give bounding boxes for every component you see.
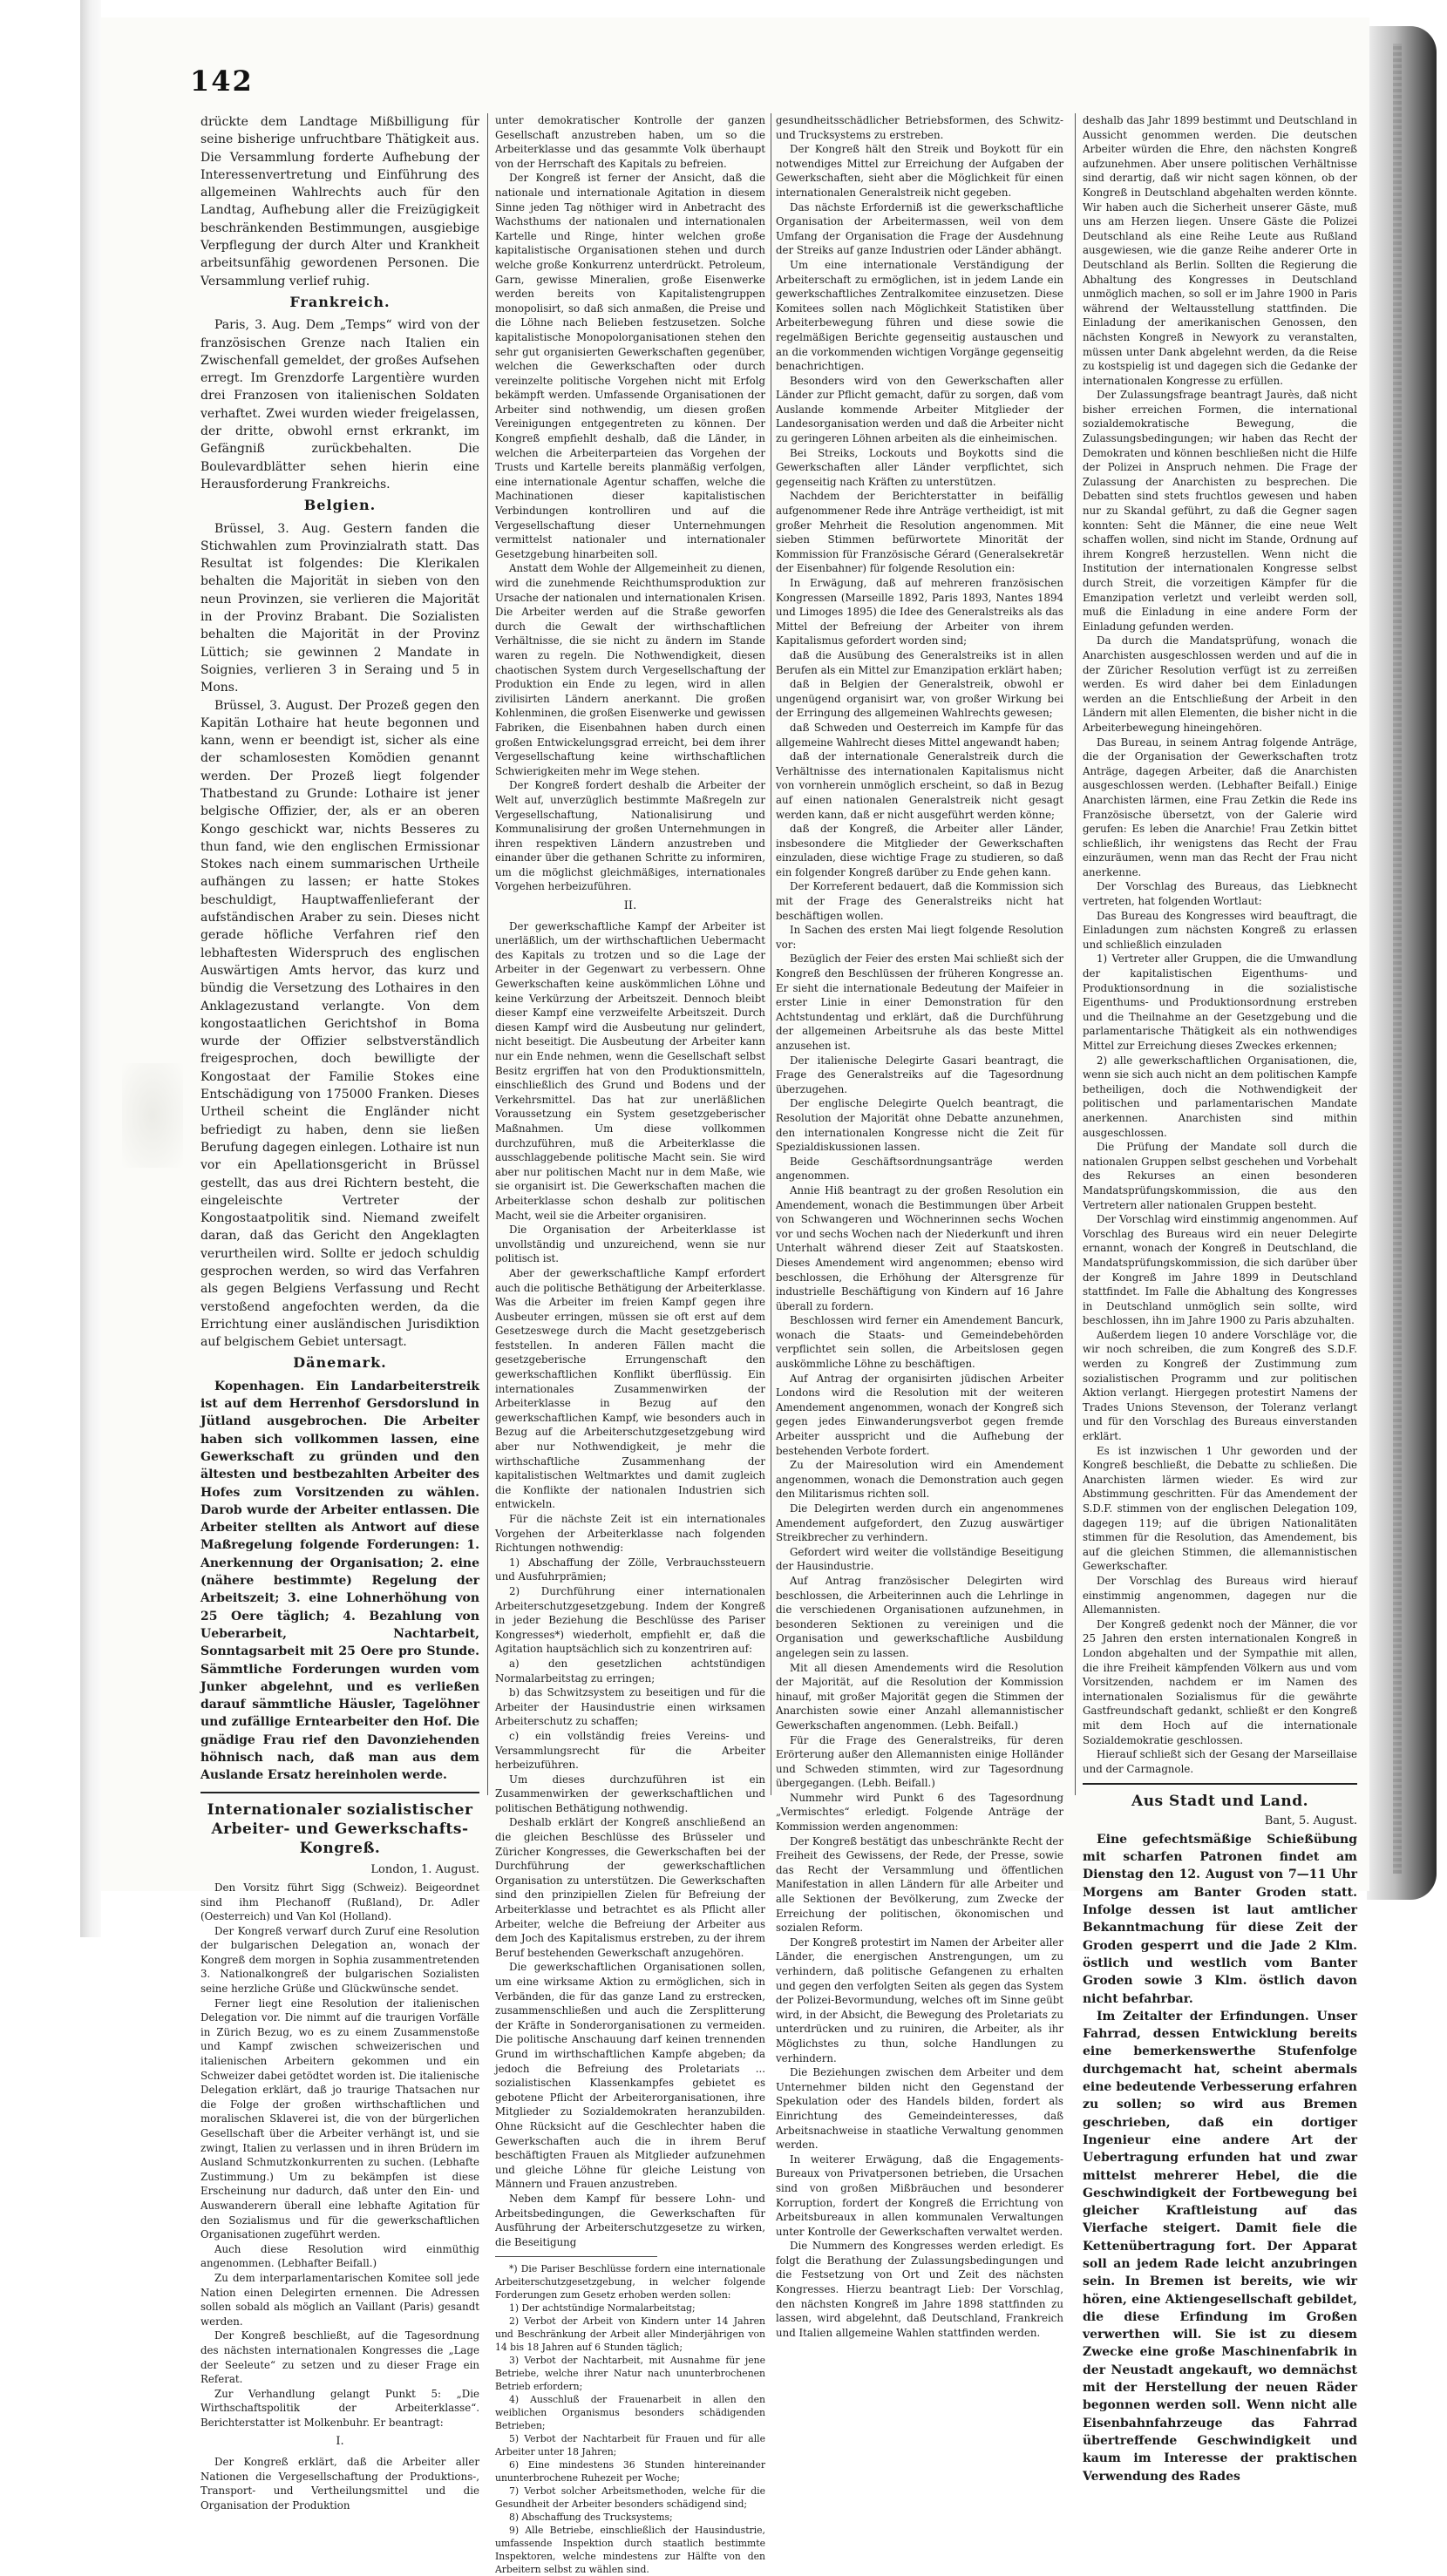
footnote-item: 2) Verbot der Arbeit von Kindern unter 14 Jahren und Beschränkung der Arbeit aller Minderjährigen von 14 bis 18 Jahren auf 6 Stunden täglich; bbox=[495, 2315, 765, 2354]
paragraph: Um dieses durchzuführen ist ein Zusammenwirken der gewerkschaftlichen und politischen Bethätigung nothwendig. bbox=[495, 1773, 765, 1814]
page-gutter-shadow bbox=[80, 0, 101, 1937]
column-2 bbox=[495, 113, 765, 2576]
list-item: 1) Abschaffung der Zölle, Verbrauchssteuern und Ausfuhrprämien; bbox=[495, 1556, 765, 1583]
paragraph: Die gewerkschaftlichen Organisationen sollen, um eine wirksame Aktion zu ermöglichen, sich in Verbänden, die für das ganze Land zu erstrecken, zusammenschließen und auch die Zersplitterung der Kräfte in Sonderorganisationen zu vermeiden. Die politische Anschauung darf keinen trennenden Grund im wirthschaftlichen Kampfe abgeben; da jedoch die Befreiung des Proletariats ... sozialistischen Klassenkampfes gebietet es gebotene Pflicht der Arbeiterorganisationen, ihre Mitglieder zu Sozialdemokraten heranzubilden. Ohne Rücksicht auf die Geschlechter haben die Gewerkschaften auch die in ihrem Beruf beschäftigten Frauen als Mitglieder aufzunehmen und gleiche Löhne für gleiche Leistung von Männern und Frauen anzustreben. bbox=[495, 1961, 765, 2191]
paragraph: Die Nummern des Kongresses werden erledigt. Es folgt die Berathung der Zulassungsbedingungen und die Festsetzung von Ort und Zeit des nächsten Kongresses. Hierzu beantragt Lieb: Der Vorschlag, den nächsten Kongreß im Jahre 1898 stattfinden zu lassen, wird abgelehnt, daß Deutschland, Frankreich und Italien allgemeine Wahlen stattfinden werden. bbox=[776, 2240, 1063, 2339]
paragraph: Der Vorschlag des Bureaus, das Liebknecht vertreten, hat folgenden Wortlaut: bbox=[1083, 880, 1357, 908]
article-headline-kongress: Internationaler sozialistischer Arbeiter- und Gewerkschafts-Kongreß. bbox=[207, 1800, 473, 1857]
paragraph: daß der internationale Generalstreik durch die Verhältnisse des internationalen Kapitalismus nicht von vornherein unmöglich erscheint, so daß in Bezug auf einen nationalen Generalstreik nicht gesagt werden kann, daß er nicht ausgeführt werden könne; bbox=[776, 750, 1063, 821]
paragraph: Im Zeitalter der Erfindungen. Unser Fahrrad, dessen Entwicklung bereits eine bemerkenswerthe Stufenfolge durchgemacht hat, scheint abermals eine bedeutende Verbesserung erfahren zu sollen; so wird aus Bremen geschrieben, daß ein dortiger Ingenieur eine andere Art der Uebertragung erfunden hat und zwar mittelst mehrerer Hebel, die die Geschwindigkeit der Fortbewegung bei gleicher Kraftleistung auf das Vierfache steigert. Damit fiele die Kettenübertragung fort. Der Apparat soll an jedem Rade leicht anzubringen sein. In Bremen ist bereits, wie wir hören, eine Aktiengesellschaft gebildet, die diese Erfindung im Großen verwerthen will. Sie ist zu diesem Zwecke eine große Maschinenfabrik in der Neustadt angekauft, wo demnächst mit der Herstellung der neuen Räder begonnen werden soll. Wenn nicht alle Eisenbahnfahrzeuge das Fahrrad übertreffende Geschwindigkeit und kaum im Interesse der praktischen Verwendung des Rades bbox=[1083, 2009, 1357, 2484]
paragraph: Zu dem interparlamentarischen Komitee soll jede Nation einen Delegirten ernennen. Die Adressen sollen sobald als möglich an Vaillant (Paris) gesandt werden. bbox=[200, 2271, 479, 2328]
column-3 bbox=[776, 113, 1063, 2339]
book-edge bbox=[1367, 26, 1437, 1900]
paragraph: Bezüglich der Feier des ersten Mai schließt sich der Kongreß den Beschlüssen der früheren Kongresse an. Er sieht die internationale Bedeutung der Maifeier in erster Linie in einer Demonstration für den Achtstundentag und erklärt, daß die Durchführung der allgemeinen Arbeitsruhe als das beste Mittel anzusehen ist. bbox=[776, 952, 1063, 1052]
footnote-item: 4) Ausschluß der Frauenarbeit in allen den weiblichen Organismus besonders schädigenden Betrieben; bbox=[495, 2394, 765, 2432]
paragraph: Auf Antrag französischer Delegirten wird beschlossen, die Arbeiterinnen auch die Lehrlinge in die verschiedenen Organisationen aufzunehmen, in besonderen Sektionen zu vereinigen und die Organisation und gewerkschaftliche Ausbildung angelegen sein zu lassen. bbox=[776, 1574, 1063, 1659]
paragraph: Beschlossen wird ferner ein Amendement Bancurk, wonach die Staats- und Gemeindebehörden verpflichtet sein sollen, die Arbeitslosen gegen auskömmliche Löhne zu beschäftigen. bbox=[776, 1314, 1063, 1371]
paragraph: Um eine internationale Verständigung der Arbeiterschaft zu ermöglichen, ist in jedem Lande ein gewerkschaftliches Zentralkomitee einzusetzen. Diese Komitees sollen nach Möglichkeit Statistiken über Arbeiterbewegung führen und diese sowie die regelmäßigen Berichte gegenseitig austauschen und an die vorkommenden wichtigen Vorgänge gegenseitig benachrichtigen. bbox=[776, 258, 1063, 373]
list-item: 2) alle gewerkschaftlichen Organisationen, die, wenn sie sich auch nicht an dem politischen Kampfe betheiligen, doch die Nothwendigkeit der politischen und parlamentarischen Mandate anerkennen. Anarchisten sind mithin ausgeschlossen. bbox=[1083, 1054, 1357, 1139]
list-item: b) das Schwitzsystem zu beseitigen und für die Arbeiter der Hausindustrie einen wirksamen Arbeiterschutz zu schaffen; bbox=[495, 1686, 765, 1728]
paragraph: Aber der gewerkschaftliche Kampf erfordert auch die politische Bethätigung der Arbeiterklasse. Was die Arbeiter im freien Kampf gegen ihre Ausbeuter erringen, müssen sie oft erst auf dem Gesetzeswege durch die Macht gesetzgeberisch feststellen. In anderen Fällen macht die gesetzgeberische Errungenschaft den gewerkschaftlichen Konflikt überflüssig. Ein internationales Zusammenwirken der Arbeiterklasse in Bezug auf den gewerkschaftlichen Kampf, wie besonders auch in Bezug auf die Arbeiterschutzgesetzgebung wird aber nur Nothwendigkeit, je mehr die wirthschaftliche Zusammenhang der kapitalistischen Weltmarktes und damit zugleich die Konflikte der nationalen Industrien sich entwickeln. bbox=[495, 1266, 765, 1511]
section-heading-daenemark: Dänemark. bbox=[293, 1354, 387, 1372]
footnote-text: *) Die Pariser Beschlüsse fordern eine internationale Arbeiterschutzgesetzgebung, in welcher folgende Forderungen zum Gesetz erhoben werden sollen: bbox=[495, 2263, 765, 2301]
section-heading-frankreich: Frankreich. bbox=[289, 293, 391, 310]
paragraph: drückte dem Landtage Mißbilligung für seine bisherige unfruchtbare Thätigkeit aus. Die Versammlung forderte Aufhebung der Interessenvertretung und Einführung des allgemeinen Wahlrechts auch für den Landtag, Aufhebung aller die Freizügigkeit beschränkenden Bestimmungen, ausgiebige Verpflegung der durch Alter und Krankheit arbeitsunfähig gewordenen Personen. Die Versammlung verlief ruhig. bbox=[200, 115, 479, 288]
paragraph: Es ist inzwischen 1 Uhr geworden und der Kongreß beschließt, die Debatte zu schließen. Die Anarchisten lärmen wieder. Es wird zur Abstimmung geschritten. Für das Amendement der S.D.F. stimmen von der englischen Delegation 109, dagegen 119; auf die übrigen Nationalitäten stimmen für die Resolution, das Amendement, bis auf die gleichen Stimmen, die allemannistischen Gewerkschafter. bbox=[1083, 1444, 1357, 1573]
paragraph: Der Korreferent bedauert, daß die Kommission sich mit der Frage des Generalstreiks nicht hat beschäftigen wollen. bbox=[776, 880, 1063, 922]
paragraph: Brüssel, 3. August. Der Prozeß gegen den Kapitän Lothaire hat heute begonnen und kann, wenn er beendigt ist, sicher als eine der schamlosesten Komödien genannt werden. Der Prozeß liegt folgender Thatbestand zu Grunde: Lothaire ist jener belgische Offizier, der, als er an oberen Kongo geschickt war, nichts Besseres zu thun fand, wie den englischen Ermissionar Stokes nach einem summarischen Urtheile aufhängen zu lassen; er hatte Stokes beschuldigt, Hauptwaffenlieferant der aufständischen Araber zu sein. Dieses nicht gerade höfliche Verfahren rief den lebhaftesten Widerspruch des englischen Auswärtigen Amts hervor, das kurz und bündig die Versetzung des Lothaires in den Anklagezustand verlangte. Von dem kongostaatlichen Gerichtshof in Boma wurde der Offizier selbstverständlich freigesprochen, doch bewilligte der Kongostaat der Familie Stokes eine Entschädigung von 175000 Franken. Dieses Urtheil scheint die Engländer nicht befriedigt zu haben, denn sie ließen Berufung dagegen einlegen. Lothaire ist nun vor ein Apellationsgericht in Brüssel gestellt, das aus drei Richtern besteht, die eingeleischte Vertreter der Kongostaatpolitik sind. Niemand zweifelt daran, daß das Gericht den Angeklagten verurtheilen wird. Sollte er jedoch schuldig gesprochen werden, so wird das Verfahren als gegen Belgiens Verfassung und Recht verstoßend angefochten werden, da die Errichtung einer ausländischen Jurisdiktion auf belgischem Gebiet untersagt. bbox=[200, 698, 479, 1350]
footnote-item: 3) Verbot der Nachtarbeit, mit Ausnahme für jene Betriebe, welche ihrer Natur nach ununterbrochenen Betrieb erfordern; bbox=[495, 2355, 765, 2393]
paragraph: Brüssel, 3. Aug. Gestern fanden die Stichwahlen zum Provinzialrath statt. Das Resultat ist folgendes: Die Klerikalen behalten die Majorität in sieben von den neun Provinzen, sie verlieren die Majorität in der Provinz Brabant. Die Sozialisten behalten die Majorität in der Provinz Lüttich; sie gewinnen 2 Mandate in Soignies, verlieren 3 in Seraing und 5 in Mons. bbox=[200, 521, 479, 695]
paragraph: Zur Verhandlung gelangt Punkt 5: „Die Wirthschaftspolitik der Arbeiterklasse“. Berichterstatter ist Molkenbuhr. Er beantragt: bbox=[200, 2387, 479, 2429]
column-4 bbox=[1083, 113, 1357, 2484]
page-number: 142 bbox=[190, 64, 254, 98]
footnote bbox=[495, 2262, 765, 2576]
list-item: a) den gesetzlichen achtstündigen Normalarbeitstag zu erringen; bbox=[495, 1657, 765, 1685]
paragraph: Mit all diesen Amendements wird die Resolution der Majorität, auf die Resolution der Kommission hinauf, mit großer Majorität gegen die Stimmen der Anarchisten sowie einer Anzahl allemannistischer Gewerkschaften angenommen. (Lebh. Beifall.) bbox=[776, 1661, 1063, 1732]
paragraph: Die Organisation der Arbeiterklasse ist unvollständig und unzureichend, wenn sie nur politisch ist. bbox=[495, 1224, 765, 1265]
paragraph: Der Kongreß erklärt, daß die Arbeiter aller Nationen die Vergesellschaftung der Produktions-, Transport- und Vertheilungsmittel und die Organisation der Produktion bbox=[200, 2456, 479, 2512]
paragraph: Das nächste Erforderniß ist die gewerkschaftliche Organisation der Arbeitermassen, weil von dem Umfang der Organisation die Frage der Ausdehnung der Streiks auf ganze Industrien oder Länder abhängt. bbox=[776, 200, 1063, 257]
dateline: Bant, 5. August. bbox=[1264, 1814, 1357, 1828]
paragraph: daß die Ausübung des Generalstreiks ist in allen Berufen als ein Mittel zur Emanzipation erklärt haben; bbox=[776, 648, 1063, 676]
paper-stain bbox=[122, 1063, 183, 1168]
column-rule bbox=[1075, 113, 1076, 1795]
paragraph: Anstatt dem Wohle der Allgemeinheit zu dienen, wird die zunehmende Reichthumsproduktion zur Ursache der nationalen und internationalen Krisen. Die Arbeiter werden auf die Straße geworfen durch die Gewalt der wirthschaftlichen Verhältnisse, die sie nicht zu ändern im Stande waren zu regeln. Die Nothwendigkeit, diesen chaotischen System durch Vergesellschaftung der Produktion ein Ende zu legen, wird in allen zivilisirten Ländern anerkannt. Die großen Kohlenminen, die großen Eisenwerke und gewissen Fabriken, die Eisenbahnen haben durch einen großen Entwickelungsgrad erreicht, bei dem ihrer Vergesellschaftung keine wirthschaftlichen Schwierigkeiten mehr im Wege stehen. bbox=[495, 562, 765, 777]
paragraph: Bei Streiks, Lockouts und Boykotts sind die Gewerkschaften aller Länder verpflichtet, sich gegenseitig nach Kräften zu unterstützen. bbox=[776, 446, 1063, 488]
paragraph: Deshalb erklärt der Kongreß anschließend an die gleichen Beschlüsse des Brüsseler und Züricher Kongresses, die Gewerkschaften bei der Durchführung der gewerkschaftlichen Organisation zu unterstützen. Die Gewerkschaften sind den prinzipiellen Zielen für Befreiung der Arbeiterklasse und betrachtet es als Pflicht aller Arbeiter, welche die Befreiung der Arbeiter aus dem Joch des Kapitalismus erstreben, zu der ihrem Beruf bestehenden Gewerkschaft anzugehören. bbox=[495, 1816, 765, 1959]
paragraph: Nummehr wird Punkt 6 des Tagesordnung „Vermischtes“ erledigt. Folgende Anträge der Kommission werden angenommen: bbox=[776, 1791, 1063, 1834]
dateline: London, 1. August. bbox=[370, 1862, 479, 1876]
paragraph: Der Kongreß fordert deshalb die Arbeiter der Welt auf, unverzüglich bestimmte Maßregeln zur Vergesellschaftung, Nationalisirung und Kommunalisirung der großen Unternehmungen in ihren respektiven Ländern anzustreben und einander über die gethanen Schritte zu informiren, um die möglichst gleichmäßiges, internationales Vorgehen herbeizuführen. bbox=[495, 779, 765, 893]
paragraph: In Erwägung, daß auf mehreren französischen Kongressen (Marseille 1892, Paris 1893, Nantes 1894 und Limoges 1895) die Idee des Generalstreiks als das Mittel der Befreiung der Arbeiter von ihrem Kapitalismus gefordert worden sind; bbox=[776, 577, 1063, 647]
list-item: 2) Durchführung einer internationalen Arbeiterschutzgesetzgebung. Indem der Kongreß in jeder Beziehung die Beschlüsse des Pariser Kongresses*) wiederholt, empfiehlt er, daß die Agitation hauptsächlich sich zu konzentriren auf: bbox=[495, 1584, 765, 1656]
footnote-item: 9) Alle Betriebe, einschließlich der Hausindustrie, umfassende Inspektion durch staatlich bestimmte Inspektoren, welche mindestens zur Hälfte von den Arbeitern selbst zu wählen sind. bbox=[495, 2525, 765, 2576]
paragraph: Der Kongreß bestätigt das unbeschränkte Recht der Freiheit des Gewissens, der Rede, der Presse, sowie das Recht der Versammlung und öffentlichen Manifestation in allen Ländern für alle Arbeiter und alle Sektionen der Bevölkerung, zum Zwecke der Erreichung der politischen, ökonomischen und sozialen Reform. bbox=[776, 1834, 1063, 1935]
paragraph: Eine gefechtsmäßige Schießübung mit scharfen Patronen findet am Dienstag den 12. August von 7—11 Uhr Morgens am Banter Groden statt. Infolge dessen ist laut amtlicher Bekanntmachung für diese Zeit der Groden gesperrt und die Jade 2 Klm. östlich und westlich vom Banter Groden sowie 3 Klm. östlich davon nicht befahrbar. bbox=[1083, 1832, 1357, 2006]
paragraph: Die Delegirten werden durch ein angenommenes Amendement aufgefordert, den Zuzug auswärtiger Streikbrecher zu verhindern. bbox=[776, 1502, 1063, 1544]
paragraph: daß Schweden und Oesterreich im Kampfe für das allgemeine Wahlrecht dieses Mittel angewandt haben; bbox=[776, 721, 1063, 749]
paragraph: daß in Belgien der Generalstreik, obwohl er ungenügend organisirt war, von großer Wirkung bei der Erringung des allgemeinen Wahlrechts gewesen; bbox=[776, 678, 1063, 720]
paragraph: gesundheitsschädlicher Betriebsformen, des Schwitz- und Trucksystems zu erstreben. bbox=[776, 114, 1063, 141]
column-rule bbox=[487, 113, 488, 1795]
paragraph: unter demokratischer Kontrolle der ganzen Gesellschaft anzustreben haben, um so die Arbeiterklasse und das gesammte Volk überhaupt von der Herrschaft des Kapitals zu befreien. bbox=[495, 114, 765, 170]
paragraph: Das Bureau, in seinem Antrag folgende Anträge, die der Organisation der Gewerkschaften trotz Anträge, dagegen Arbeiter, daß die Anarchisten ausgeschlossen werden. (Lebhafter Beifall.) Einige Anarchisten lärmen, eine Frau Zetkin die Rede ins Französische übersetzt, von der Galerie wird gerufen: Es leben die Anarchie! Frau Zetkin bittet schließlich, ihr wenigstens das Recht der Frau einzuräumen, wenn man das Recht der Frau nicht anerkenne. bbox=[1083, 736, 1357, 878]
paragraph: Der englische Delegirte Quelch beantragt, die Resolution der Majorität ohne Debatte anzunehmen, den internationalen Kongresse nicht die Zeit für Spezialdiskussionen lassen. bbox=[776, 1097, 1063, 1154]
footnote-item: 5) Verbot der Nachtarbeit für Frauen und für alle Arbeiter unter 18 Jahren; bbox=[495, 2433, 765, 2458]
footnote-item: 8) Abschaffung des Trucksystems; bbox=[509, 2512, 673, 2524]
paragraph: Für die nächste Zeit ist ein internationales Vorgehen der Arbeiterklasse nach folgenden Richtungen nothwendig: bbox=[495, 1513, 765, 1555]
paragraph: daß der Kongreß, die Arbeiter aller Länder, insbesondere die Mitglieder der Gewerkschaften einzuladen, diese wichtige Frage zu studieren, so daß ein folgender Kongreß darüber zu Ende gehen kann. bbox=[776, 823, 1063, 878]
list-item: 1) Vertreter aller Gruppen, die die Umwandlung der kapitalistischen Eigenthums- und Produktionsordnung in die sozialistische Eigenthums- und Produktionsordnung erstreben und die Theilnahme an der Gesetzgebung und die parlamentarische Thätigkeit als ein nothwendiges Mittel zur Erreichung dieses Zweckes erkennen; bbox=[1083, 952, 1357, 1052]
paragraph: Der Vorschlag wird einstimmig angenommen. Auf Vorschlag des Bureaus wird ein neuer Delegirte ernannt, wonach der Kongreß in Deutschland, die Mandatsprüfungskommission, die sich darüber über der Kongreß im Jahre 1899 in Deutschland stattfindet. Im Falle die Abhaltung des Kongresses in Deutschland unmöglich sein sollte, wird beschlossen, ihn im Jahre 1900 zu Paris abzuhalten. bbox=[1083, 1213, 1357, 1327]
paragraph: Der Kongreß hält den Streik und Boykott für ein notwendiges Mittel zur Erreichung der Aufgaben der Gewerkschaften, sieht aber die Möglichkeit für einen internationalen Generalstreik nicht gegeben. bbox=[776, 143, 1063, 199]
paragraph: Der Kongreß verwarf durch Zuruf eine Resolution der bulgarischen Delegation an, wonach der Kongreß dem morgen in Sophia zusammentretenden 3. Nationalkongreß der bulgarischen Sozialisten seine herzliche Grüße und Glückwünsche sendet. bbox=[200, 1924, 479, 1996]
paragraph: Die Prüfung der Mandate soll durch die nationalen Gruppen selbst geschehen und Vorbehalt des Rekurses an einen besonderen Mandatsprüfungskommission, die aus den Vertretern aller nationalen Gruppen besteht. bbox=[1083, 1141, 1357, 1211]
paragraph: Ferner liegt eine Resolution der italienischen Delegation vor. Die nimmt auf die traurigen Vorfälle in Zürich Bezug, wo es zu einem Zusammenstoße und Kampf zwischen schweizerischen und italienischen Arbeitern gekommen und ein Schweizer dabei getödtet worden ist. Die italienische Delegation erklärt, daß jo traurige Thatsachen nur die Folge der großen wirthschaftlichen und moralischen Sklaverei ist, die von der bürgerlichen Gesellschaft über die Arbeiter verhängt ist, und sie zwingt, Italien zu verlassen und in ihren Brüdern im Ausland Schmutzkonkurrenten zu suchen. (Lebhafte Zustimmung.) Um zu bekämpfen ist diese Erscheinung nur dadurch, daß unter den Ein- und Auswanderern überall eine lebhafte Agitation für den Sozialismus und für die gewerkschaftlichen Organisationen zugeführt werden. bbox=[200, 1996, 479, 2241]
paragraph: Der Kongreß gedenkt noch der Männer, die vor 25 Jahren den ersten internationalen Kongreß in London abgehalten und der Sympathie mit allen, die ihre Freiheit kämpfenden Völkern aus und vom Vorsitzenden, nachdem er im Namen des internationalen Sozialismus für die gewährte Gastfreundschaft gedankt, schließt er den Kongreß mit dem Hoch auf die internationale Sozialdemokratie geschlossen. bbox=[1083, 1617, 1357, 1746]
paragraph: Den Vorsitz führt Sigg (Schweiz). Beigeordnet sind ihm Plechanoff (Rußland), Dr. Adler (Oesterreich) und Van Kol (Holland). bbox=[200, 1881, 479, 1923]
paragraph: Annie Hiß beantragt zu der großen Resolution ein Amendement, wonach die Bestimmungen über Arbeit von Schwangeren und Wöchnerinnen sechs Wochen vor und sechs Wochen nach der Niederkunft und ihren Unterhalt während dieser Zeit auf Staatskosten. Dieses Amendement wird angenommen; ebenso wird beschlossen, die Erhöhung der Altersgrenze für industrielle Beschäftigung von Kindern auf 16 Jahre überall zu fordern. bbox=[776, 1183, 1063, 1312]
paragraph: In weiterer Erwägung, daß die Engagements-Bureaux von Privatpersonen betrieben, die Ursachen sind von großen Mißbräuchen und besonderer Korruption, fordert der Kongreß die Errichtung von Arbeitsbureaux in allen kommunalen Verwaltungen unter Kontrolle der Gewerkschaften verwaltet werden. bbox=[776, 2152, 1063, 2238]
footnote-item: 7) Verbot solcher Arbeitsmethoden, welche für die Gesundheit der Arbeiter besonders schädigend sind; bbox=[495, 2485, 765, 2511]
paragraph: Der italienische Delegirte Gasari beantragt, die Frage des Generalstreiks auf die Tagesordnung überzugehen. bbox=[776, 1054, 1063, 1095]
paragraph: Die Beziehungen zwischen dem Arbeiter und dem Unternehmer bilden nicht den Gegenstand der Spekulation oder des Handels bilden, fordert als Einrichtung des Gemeindeinteresses, daß Arbeitsnachweise in staatliche Verwaltung genommen werden. bbox=[776, 2066, 1063, 2152]
section-number: I. bbox=[336, 2435, 344, 2449]
list-item: c) ein vollständig freies Vereins- und Versammlungsrecht für die Arbeiter herbeizuführen. bbox=[495, 1729, 765, 1772]
paragraph: In Sachen des ersten Mai liegt folgende Resolution vor: bbox=[776, 924, 1063, 951]
footnote-item: 1) Der achtstündige Normalarbeitstag; bbox=[509, 2302, 696, 2315]
paragraph: Neben dem Kampf für bessere Lohn- und Arbeitsbedingungen, die Gewerkschaften für Ausführung der Arbeiterschutzgesetze zu wirken, die Beseitigung bbox=[495, 2192, 765, 2248]
paragraph: Zu der Mairesolution wird ein Amendement angenommen, wonach die Demonstration auch gegen den Militarismus richten soll. bbox=[776, 1459, 1063, 1501]
divider bbox=[200, 1792, 479, 1793]
column-1 bbox=[200, 113, 479, 2512]
footnote-item: 6) Eine mindestens 36 Stunden hintereinander ununterbrochene Ruhezeit per Woche; bbox=[495, 2459, 765, 2484]
paragraph: Auch diese Resolution wird einmüthig angenommen. (Lebhafter Beifall.) bbox=[200, 2242, 479, 2270]
paragraph: Besonders wird von den Gewerkschaften aller Länder zur Pflicht gemacht, dafür zu sorgen, daß vom Auslande kommende Arbeiter Mitglieder der Landesorganisation werden und daß die Arbeiter nicht zu geringeren Löhnen arbeiten als die einheimischen. bbox=[776, 374, 1063, 445]
paragraph: Auf Antrag der organisirten jüdischen Arbeiter Londons wird die Resolution mit der weiteren Amendement angenommen, wonach der Kongreß sich gegen jedes Einwanderungsverbot gegen fremde Arbeiter ausspricht und die Aufhebung der bestehenden Verbote fordert. bbox=[776, 1372, 1063, 1457]
paragraph: Für die Frage des Generalstreiks, für deren Erörterung außer den Allemannisten einige Holländer und Schweden stimmten, wird zur Tagesordnung übergegangen. (Lebh. Beifall.) bbox=[776, 1733, 1063, 1790]
paragraph: Der Zulassungsfrage beantragt Jaurès, daß nicht bisher erreichen Formen, die international sozialdemokratische Bewegung, die Zulassungsbedingungen; wir haben das Recht der Demokraten und können beschließen nicht die Hilfe der Polizei in Anspruch nehmen. Die Frage der Zulassung der Anarchisten zu besprechen. Die Debatten sind stets fruchtlos gewesen und haben nur zu Skandal geführt, zu daß die Gegner sagen konnten: Seht die Männer, die eine neue Welt schaffen wollen, sind nicht im Stande, Ordnung auf ihrem Kongreß herzustellen. Wenn nicht die Institution der internationalen Kongresse selbst durch Streit, die vorzeitigen Kämpfer für die Emanzipation verletzt und verleibt werden soll, muß die Einladung in eine andere Form der Einladung gefunden werden. bbox=[1083, 389, 1357, 633]
section-heading-belgien: Belgien. bbox=[303, 497, 377, 514]
footnote-divider bbox=[495, 2256, 657, 2257]
section-number: II. bbox=[623, 899, 637, 913]
paragraph: Gefordert wird weiter die vollständige Beseitigung der Hausindustrie. bbox=[776, 1545, 1063, 1573]
paragraph: Der Kongreß beschließt, auf die Tagesordnung des nächsten internationalen Kongresses die „Lage der Seeleute“ zu setzen und zu dieser Frage ein Referat. bbox=[200, 2329, 479, 2386]
section-heading-stadt-und-land: Aus Stadt und Land. bbox=[1131, 1793, 1308, 1811]
paragraph: deshalb das Jahr 1899 bestimmt und Deutschland in Aussicht genommen werden. Die deutschen Arbeiter würden die Ehre, den nächsten Kongreß aufzunehmen. Aber unsere politischen Verhältnisse sind derartig, daß wir nicht sagen können, ob der Kongreß in Deutschland abgehalten werden könnte. Wir haben auch die Sicherheit unserer Gäste, muß uns am Herzen liegen. Unsere Gäste die Polizei Deutschland als eine Reihe Leute aus Rußland ausgewiesen, wie die ganze Reihe anderer Orte in Deutschland als Berlin. Sollten die Regierung die Abhaltung des Kongresses in Deutschland unmöglich machen, so soll er im Jahre 1900 in Paris während der Weltausstellung stattfinden. Die Einladung der amerikanischen Genossen, den nächsten Kongreß in Newyork zu veranstalten, müssen unter Dank abgelehnt werden, da die Reise zu kostspielig ist und dagegen sich die Gedanke der internationalen Kongresse zu erfüllen. bbox=[1083, 114, 1357, 387]
paragraph: Nachdem der Berichterstatter in beifällig aufgenommener Rede ihre Anträge vertheidigt, ist mit großer Mehrheit die Resolution angenommen. Mit sieben Stimmen befürwortete Minorität der Kommission für Französische Gérard (Generalsekretär der Eisenbahner) für folgende Resolution ein: bbox=[776, 490, 1063, 575]
paragraph: Beide Geschäftsordnungsanträge werden angenommen. bbox=[776, 1155, 1063, 1183]
paragraph: Paris, 3. Aug. Dem „Temps“ wird von der französischen Grenze nach Italien ein Zwischenfall gemeldet, der großes Aufsehen erregt. Im Grenzdorfe Largentière wurden drei Franzosen von italienischen Soldaten verhaftet. Zwei wurden wieder freigelassen, der dritte, obwohl ernst erkrankt, im Gefängniß zurückbehalten. Die Boulevardblätter sehen hierin eine Herausforderung Frankreichs. bbox=[200, 318, 479, 491]
paragraph: Außerdem liegen 10 andere Vorschläge vor, die wir noch schreiben, die zum Kongreß des S.D.F. werden zu Kongreß der Zustimmung zum sozialistischen Programm und zur politischen Aktion verlangt. Hiergegen protestirt Namens der Trades Unions Stevenson, der Toleranz verlangt und für den Vorschlag des Bureaus einverstanden erklärt. bbox=[1083, 1328, 1357, 1443]
paragraph: Da durch die Mandatsprüfung, wonach die Anarchisten ausgeschlossen werden und auf die in der Züricher Resolution verfügt ist zu zerreißen werden. Es wird daher bei dem Einladungen werden an die Entschließung der Arbeit in den Ländern mit allen Elementen, die bisher nicht in die Arbeiterbewegung hineingehören. bbox=[1083, 634, 1357, 734]
paragraph: Der Kongreß ist ferner der Ansicht, daß die nationale und internationale Agitation in diesem Sinne jeden Tag nöthiger wird in Anbetracht des Wachsthums der nationalen und internationalen Kartelle und Ringe, hinter welchen große kapitalistische Organisationen stehen und durch welche große Konkurrenz unterdrückt. Petroleum, Garn, gewisse Mineralien, große Eisenwerke werden bereits von Kapitalistengruppen monopolisirt, so daß sich anmaßen, die Preise und die Löhne nach Belieben festzusetzen. Solche kapitalistische Monopolorganisationen stehen den sehr gut organisierten Gewerkschaften gegenüber, welchen die Gewerkschaften oder durch vereinzelte politische Vorgehen nicht mit Erfolg bekämpft werden. Umfassende Organisationen der Arbeiter sind nothwendig, um diesen großen Vereinigungen entgegentreten zu können. Der Kongreß empfiehlt deshalb, daß die Länder, in welchen die Arbeiterparteien das Vorgehen der Trusts und Kartelle bereits planmäßig verfolgen, eine internationale Agentur schaffen, welche die Machinationen dieser kapitalistischen Verbindungen kontrolliren und auf die Vergesellschaftung dieser Unternehmungen vermittelst nationaler und internationaler Gesetzgebung hinarbeiten soll. bbox=[495, 172, 765, 560]
paragraph: Hierauf schließt sich der Gesang der Marseillaise und der Carmagnole. bbox=[1083, 1748, 1357, 1775]
paragraph: Das Bureau des Kongresses wird beauftragt, die Einladungen zum nächsten Kongreß zu erlassen und schließlich einzuladen bbox=[1083, 909, 1357, 951]
paragraph: Der Vorschlag des Bureaus wird hierauf einstimmig angenommen, dagegen nur die Allemannisten. bbox=[1083, 1574, 1357, 1617]
divider bbox=[1083, 1783, 1357, 1785]
paragraph: Der Kongreß protestirt im Namen der Arbeiter aller Länder, die energischen Anstrengungen, um zu verhindern, daß politische Gefangenen zu erhalten und gegen den verfolgten Seiten als gegen das System der Polizei-Bevormundung, welches oft im Sinne geübt wird, in der Absicht, die Bewegung des Proletariats zu unterdrücken und zu ruiniren, die Arbeiter, als ihr Möglichstes zu thun, solche Handlungen zu verhindern. bbox=[776, 1935, 1063, 2064]
paragraph: Der gewerkschaftliche Kampf der Arbeiter ist unerläßlich, um der wirthschaftlichen Uebermacht des Kapitals zu trotzen und so die Lage der Arbeiter in der Gegenwart zu verbessern. Ohne Gewerkschaften keine auskömmlichen Löhne und keine Verkürzung der Arbeitszeit. Dennoch bleibt dieser Kampf eine verzweifelte Arbeitszeit. Durch diesen Kampf wird die Ausbeutung nur gelindert, nicht beseitigt. Die Ausbeutung der Arbeiter kann nur ein Ende nehmen, wenn die Gesellschaft selbst Besitz ergriffen hat von den Produktionsmitteln, einschließlich des Grund und Bodens und der Verkehrsmittel. Das hat zur unerläßlichen Voraussetzung ein System gesetzgeberischer Maßnahmen. Um diese vollkommen durchzuführen, muß die Arbeiterklasse die ausschlaggebende politische Macht sein. Sie wird aber nur politischen Macht nur in dem Maße, wie sie organisirt ist. Die Gewerkschaften machen die Arbeiterklasse schon deshalb zur politischen Macht, weil sie die Arbeiter organisiren. bbox=[495, 919, 765, 1222]
paragraph: Kopenhagen. Ein Landarbeiterstreik ist auf dem Herrenhof Gersdorslund in Jütland ausgebrochen. Die Arbeiter haben sich vollkommen lassen, eine Gewerkschaft zu gründen und den ältesten und bestbezahlten Arbeiter des Hofes zum Vorsitzenden zu wählen. Darob wurde der Arbeiter entlassen. Die Arbeiter stellten als Antwort auf diese Maßregelung folgende Forderungen: 1. Anerkennung der Organisation; 2. eine (nähere bestimmte) Regelung der Arbeitszeit; 3. eine Lohnerhöhung von 25 Oere täglich; 4. Bezahlung von Ueberarbeit, Nachtarbeit, Sonntagsarbeit mit 25 Oere pro Stunde. Sämmtliche Forderungen wurden vom Junker abgelehnt, und es verließen darauf sämmtliche Häusler, Tagelöhner und zufällige Erntearbeiter den Hof. Die gnädige Frau rief den Davonziehenden höhnisch nach, daß man aus dem Auslande Ersatz hereinholen werde. bbox=[200, 1379, 479, 1783]
